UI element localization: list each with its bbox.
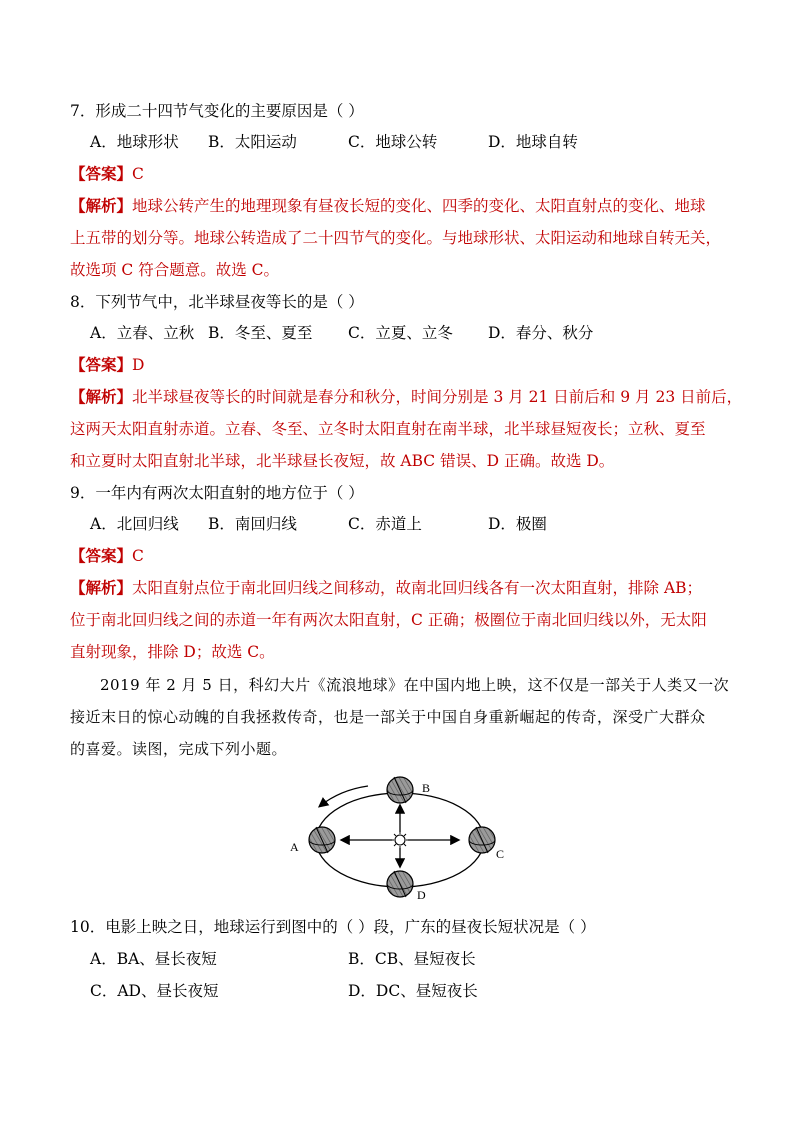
q8-answer bbox=[70, 354, 144, 376]
answer-value: D bbox=[132, 356, 145, 374]
label-c: C bbox=[496, 847, 505, 861]
explain-tag: 【解析】 bbox=[70, 387, 133, 406]
q9-answer bbox=[70, 545, 144, 567]
explain-text: 地球公转产生的地理现象有昼夜长短的变化、四季的变化、太阳直射点的变化、地球 bbox=[132, 197, 706, 215]
passage-line-2: 接近末日的惊心动魄的自我拯救传奇，也是一部关于中国自身重新崛起的传奇，深受广大群众 bbox=[70, 708, 706, 726]
q7-option-d: D．地球自转 bbox=[488, 133, 578, 151]
q7-option-c: C．地球公转 bbox=[348, 133, 438, 151]
sun-icon bbox=[391, 831, 409, 849]
earth-orbit-diagram bbox=[280, 772, 520, 902]
earth-d-icon bbox=[387, 871, 413, 897]
answer-value: C bbox=[132, 547, 144, 565]
q10-question: 10．电影上映之日，地球运行到图中的（ ）段，广东的昼夜长短状况是（ ） bbox=[70, 918, 596, 936]
answer-tag: 【答案】 bbox=[70, 164, 133, 183]
explain-tag: 【解析】 bbox=[70, 196, 133, 215]
q9-option-b: B．南回归线 bbox=[208, 515, 297, 533]
q7-explain-line-2: 上五带的划分等。地球公转造成了二十四节气的变化。与地球形状、太阳运动和地球自转无关， bbox=[70, 229, 722, 247]
answer-tag: 【答案】 bbox=[70, 546, 133, 565]
q7-option-b: B．太阳运动 bbox=[208, 133, 297, 151]
q8-explain-line-2: 这两天太阳直射赤道。立春、冬至、立冬时太阳直射在南半球，北半球昼短夜长；立秋、夏至 bbox=[70, 420, 706, 438]
q9-option-c: C．赤道上 bbox=[348, 515, 422, 533]
orbit-direction-arrow bbox=[320, 786, 368, 806]
explain-text: 太阳直射点位于南北回归线之间移动，故南北回归线各有一次太阳直射，排除 AB； bbox=[132, 579, 703, 597]
label-a: A bbox=[290, 840, 299, 854]
answer-tag: 【答案】 bbox=[70, 355, 133, 374]
q7-explain-line-1 bbox=[70, 195, 706, 217]
q9-option-d: D．极圈 bbox=[488, 515, 547, 533]
q8-option-c: C．立夏、立冬 bbox=[348, 324, 453, 342]
q7-explain-line-3: 故选项 C 符合题意。故选 C。 bbox=[70, 261, 280, 279]
q8-option-b: B．冬至、夏至 bbox=[208, 324, 313, 342]
q8-explain-line-1 bbox=[70, 386, 742, 408]
explain-text: 北半球昼夜等长的时间就是春分和秋分，时间分别是 3 月 21 日前后和 9 月 23 日前后， bbox=[132, 388, 743, 406]
q7-answer bbox=[70, 163, 144, 185]
q10-option-b: B．CB、昼短夜长 bbox=[348, 950, 476, 968]
q10-option-d: D．DC、昼短夜长 bbox=[348, 982, 478, 1000]
earth-a-icon bbox=[309, 827, 335, 853]
passage-line-3: 的喜爱。读图，完成下列小题。 bbox=[70, 740, 288, 758]
q8-option-d: D．春分、秋分 bbox=[488, 324, 594, 342]
q8-question: 8．下列节气中，北半球昼夜等长的是（ ） bbox=[70, 293, 364, 311]
q8-option-a: A．立春、立秋 bbox=[90, 324, 195, 342]
earth-c-icon bbox=[469, 827, 495, 853]
q10-option-c: C．AD、昼长夜短 bbox=[90, 982, 219, 1000]
q9-explain-line-2: 位于南北回归线之间的赤道一年有两次太阳直射，C 正确；极圈位于南北回归线以外，无太阳 bbox=[70, 611, 707, 629]
earth-b-icon bbox=[387, 777, 413, 803]
passage-line-1: 2019 年 2 月 5 日，科幻大片《流浪地球》在中国内地上映，这不仅是一部关于人类又一次 bbox=[100, 676, 730, 694]
label-b: B bbox=[422, 781, 431, 795]
q9-explain-line-1 bbox=[70, 577, 702, 599]
q7-question: 7．形成二十四节气变化的主要原因是（ ） bbox=[70, 102, 364, 120]
q9-option-a: A．北回归线 bbox=[90, 515, 179, 533]
q7-option-a: A．地球形状 bbox=[90, 133, 179, 151]
q9-question: 9．一年内有两次太阳直射的地方位于（ ） bbox=[70, 484, 364, 502]
label-d: D bbox=[417, 888, 426, 902]
q8-explain-line-3: 和立夏时太阳直射北半球，北半球昼长夜短，故 ABC 错误、D 正确。故选 D。 bbox=[70, 452, 615, 470]
answer-value: C bbox=[132, 165, 144, 183]
explain-tag: 【解析】 bbox=[70, 578, 133, 597]
q10-option-a: A．BA、昼长夜短 bbox=[90, 950, 217, 968]
q9-explain-line-3: 直射现象，排除 D；故选 C。 bbox=[70, 643, 275, 661]
